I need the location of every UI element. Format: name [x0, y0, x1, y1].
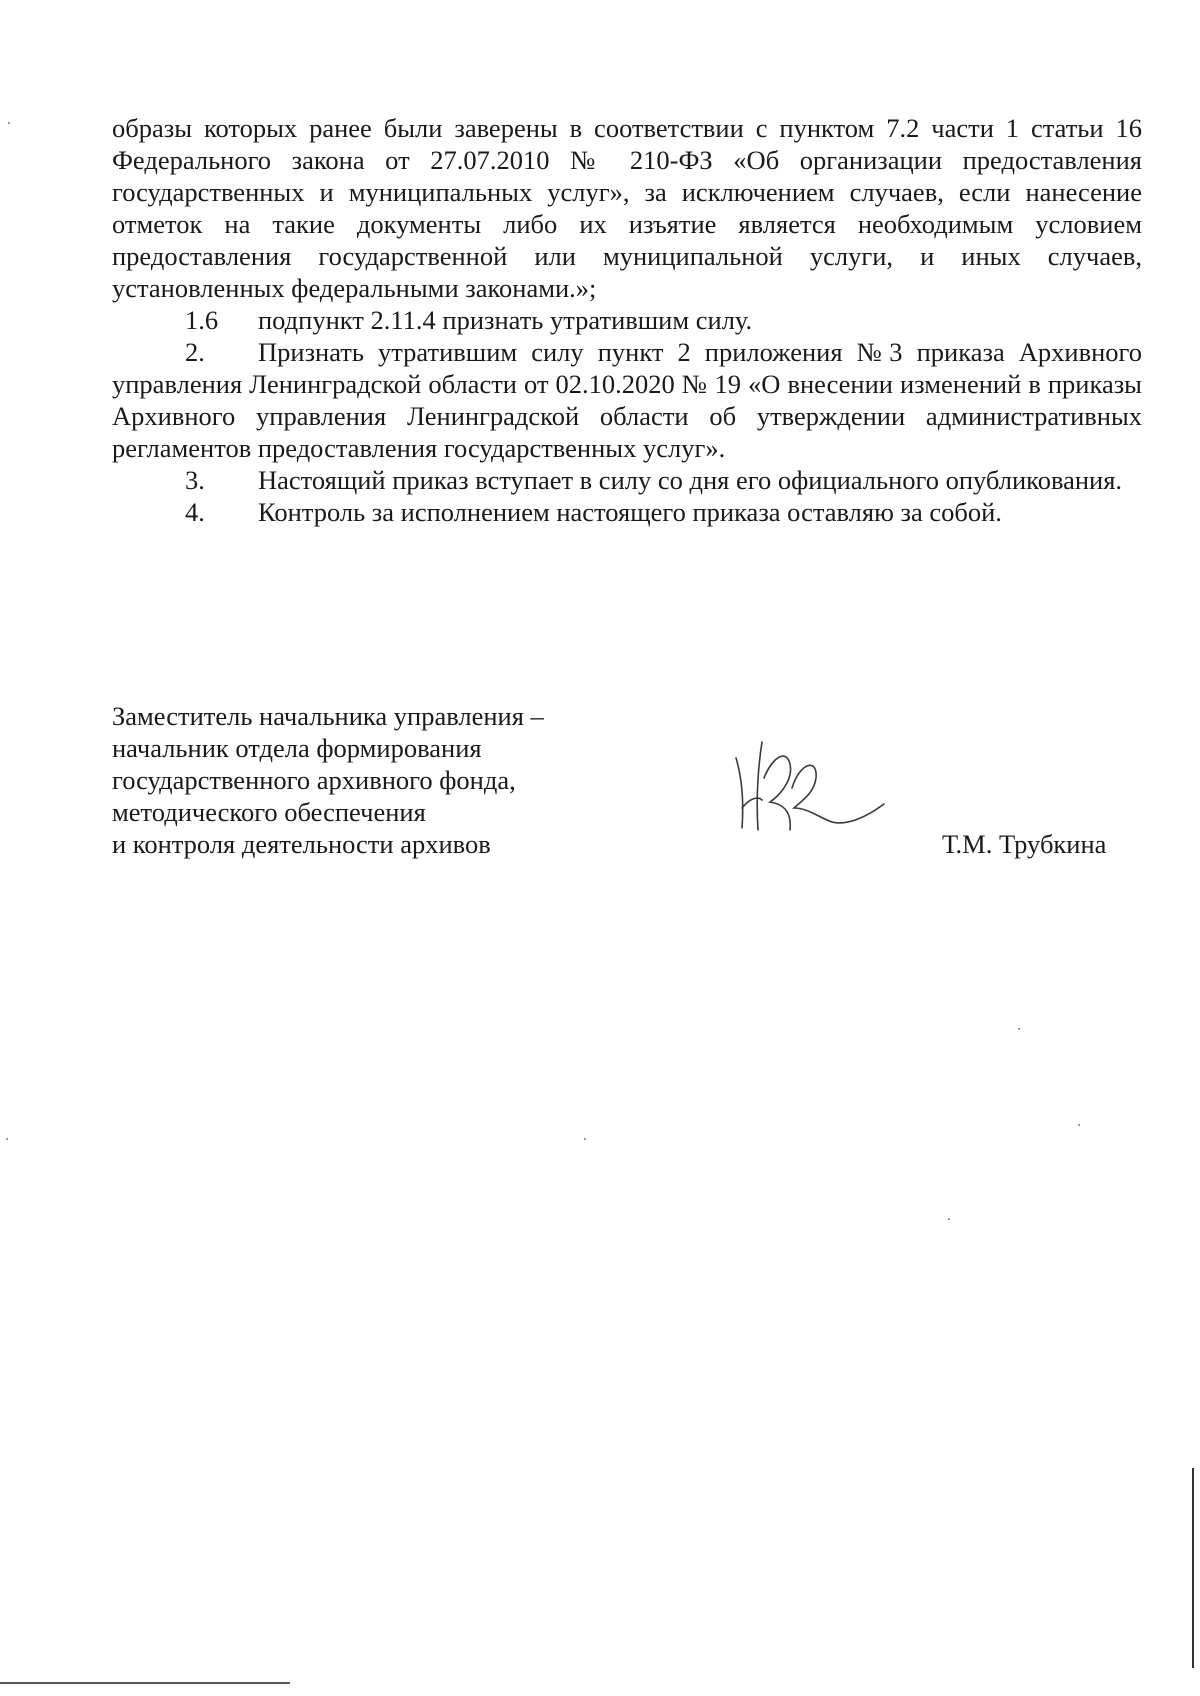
scan-speck [584, 1138, 586, 1140]
document-body [112, 112, 1142, 528]
signer-name: Т.М. Трубкина [942, 829, 1107, 859]
list-item [112, 496, 1142, 528]
item-number: 2. [185, 337, 205, 367]
item-number: 3. [185, 465, 205, 495]
item-number: 4. [185, 497, 205, 527]
signature-block [112, 700, 1112, 860]
scan-speck [948, 1218, 950, 1220]
intro-paragraph: образы которых ранее были заверены в соответствии с пунктом 7.2 части 1 статьи 16 Федерального закона от 27.07.2010 № 210-ФЗ «Об организации предоставления государственных и муниципальных услуг», за исключением случаев, если нанесение отметок на такие документы либо их изъятие является необходимым условием предоставления государственной или муниципальной услуги, и иных случаев, установленных федеральными законами.»; [112, 113, 1142, 303]
scan-edge-line [0, 1682, 290, 1684]
handwritten-signature [728, 738, 888, 848]
item-text: подпункт 2.11.4 признать утратившим силу. [258, 305, 753, 335]
signer-position-line: Заместитель начальника управления – [112, 701, 544, 731]
list-item [112, 464, 1142, 496]
item-text: Контроль за исполнением настоящего приказа оставляю за собой. [258, 497, 1002, 527]
item-text: Признать утратившим силу пункт 2 приложения №3 приказа Архивного управления Ленинградской области от 02.10.2020 № 19 «О внесении изменений в приказы Архивного управления Ленинградской области об утверждении административных регламентов предоставления государственных услуг». [112, 337, 1142, 463]
signer-position-line: начальник отдела формирования [112, 733, 482, 763]
list-item [112, 304, 1142, 336]
item-number: 1.6 [185, 305, 219, 335]
scan-edge-mark [1192, 1468, 1194, 1668]
signer-position-line: государственного архивного фонда, [112, 765, 516, 795]
scan-speck [1018, 1028, 1020, 1030]
scan-speck [8, 122, 10, 124]
signer-position-line: и контроля деятельности архивов [112, 829, 491, 859]
item-text: Настоящий приказ вступает в силу со дня его официального опубликования. [258, 465, 1123, 495]
list-item [112, 336, 1142, 464]
signer-position-line: методического обеспечения [112, 797, 426, 827]
scan-speck [1078, 1124, 1080, 1126]
scan-speck [6, 1138, 8, 1140]
